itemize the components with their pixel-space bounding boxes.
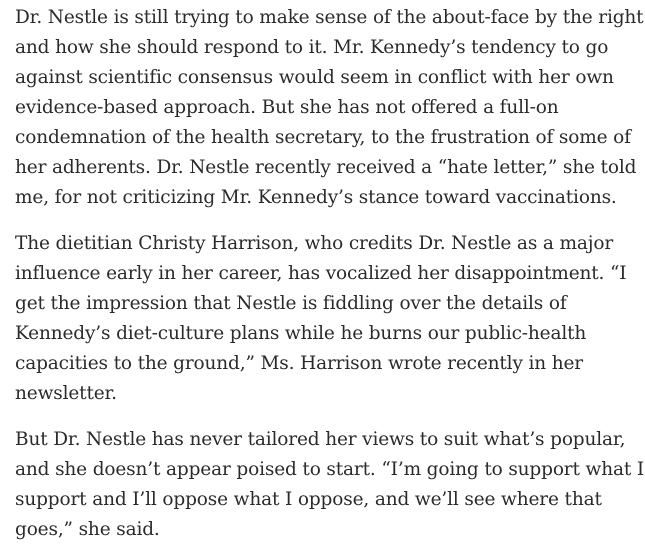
text-line: goes,” she said. <box>15 519 160 540</box>
text-line: and she doesn’t appear poised to start. “I’m going to support what I <box>15 459 645 480</box>
text-line: condemnation of the health secretary, to the frustration of some of <box>15 127 631 148</box>
text-line: me, for not criticizing Mr. Kennedy’s stance toward vaccinations. <box>15 187 617 208</box>
paragraph-1 <box>15 3 644 213</box>
text-line: Dr. Nestle is still trying to make sense of the about-face by the right <box>15 7 644 28</box>
paragraph-2 <box>15 229 630 409</box>
text-line: get the impression that Nestle is fiddling over the details of <box>15 293 567 314</box>
paragraph-3 <box>15 425 645 545</box>
text-line: Kennedy’s diet-culture plans while he burns our public-health <box>15 323 587 344</box>
text-line: The dietitian Christy Harrison, who credits Dr. Nestle as a major <box>15 233 614 254</box>
text-line: support and I’ll oppose what I oppose, and we’ll see where that <box>15 489 602 510</box>
text-line: evidence-based approach. But she has not offered a full-on <box>15 97 559 118</box>
text-line: capacities to the ground,” Ms. Harrison wrote recently in her <box>15 353 583 374</box>
text-line: against scientific consensus would seem in conflict with her own <box>15 67 614 88</box>
text-line: newsletter. <box>15 383 117 404</box>
text-line: and how she should respond to it. Mr. Kennedy’s tendency to go <box>15 37 609 58</box>
text-line: her adherents. Dr. Nestle recently received a “hate letter,” she told <box>15 157 637 178</box>
text-line: But Dr. Nestle has never tailored her views to suit what’s popular, <box>15 429 626 450</box>
text-line: influence early in her career, has vocalized her disappointment. “I <box>15 263 627 284</box>
